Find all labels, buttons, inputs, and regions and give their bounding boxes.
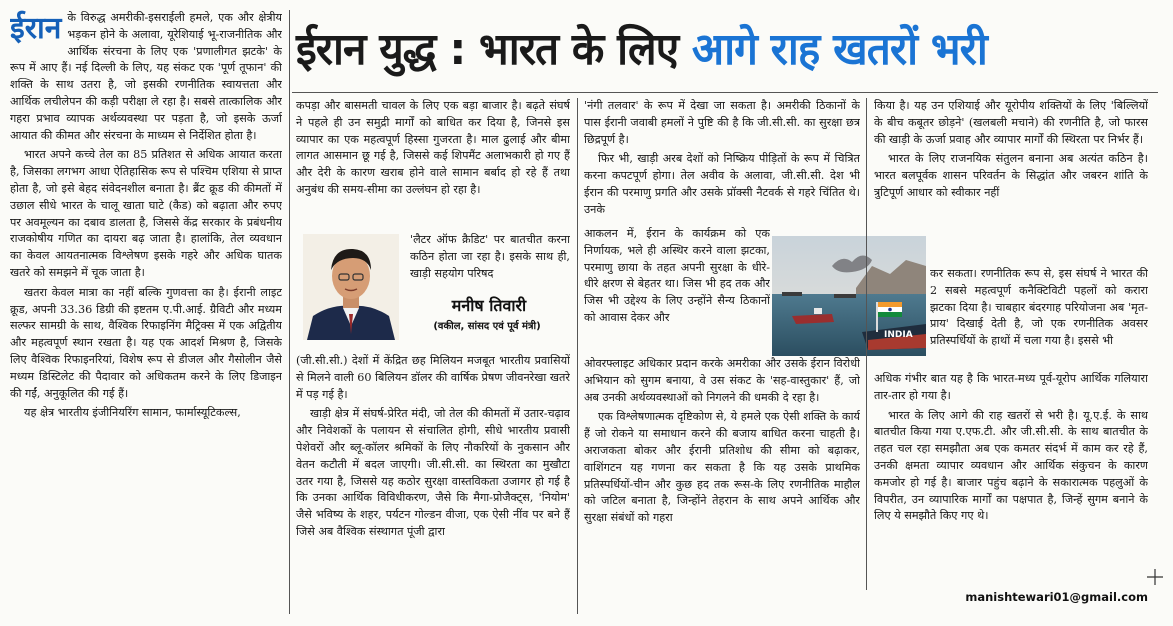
headline xyxy=(296,14,1122,86)
paragraph: किया है। यह उन एशियाई और यूरोपीय शक्तियों के लिए 'बिल्लियों के बीच कबूतर छोड़ने' (खलबली मचाने) की रणनीति है, जो फारस की खाड़ी के ऊर्जा प्रवाह और व्यापार मार्गों की स्थिरता पर निर्भर हैं। xyxy=(874,99,1148,146)
column-divider xyxy=(577,98,578,614)
paragraph: खाड़ी क्षेत्र में संघर्ष-प्रेरित मंदी, जो तेल की कीमतों में उतार-चढ़ाव और निवेशकों के पलायन से संचालित होगी, सीधे भारतीय प्रवासी पेशेवरों और ब्लू-कॉलर श्रमिकों के लिए नौकरियों के नुकसान और वेतन कटौती में बदल जाएगी। जी.सी.सी. का स्थिरता का मुखौटा उतर गया है, जिससे यह कठोर सुरक्षा वास्तविकता उजागर हो गई है कि उनका आर्थिक विविधीकरण, जैसे कि मैगा-प्रोजैक्ट्स, 'नियोम' जैसे भविष्य के शहर, पर्यटन गोल्डन वीजा, एक ऐसी नींव पर बने हैं जिसे अब वैश्विक संस्थागत पूंजी द्वारा xyxy=(296,407,570,538)
paragraph: आकलन में, ईरान के कार्यक्रम को एक निर्णायक, भले ही अस्थिर करने वाला झटका, परमाणु छाया के तहत अपनी सुरक्षा के धीरे-धीरे क्षरण से बेहतर था। जिस भी हद तक और जिस भी उद्देश्य के लिए उन्होंने सैन्य ठिकानों को आवास देकर और xyxy=(584,227,770,324)
paragraph: अधिक गंभीर बात यह है कि भारत-मध्य पूर्व-यूरोप आर्थिक गलियारा तार-तार हो गया है। xyxy=(874,372,1148,402)
column-divider xyxy=(289,10,290,614)
dropcap: ईरान xyxy=(10,11,62,46)
paragraph: भारत के लिए आगे की राह खतरों से भरी है। यू.ए.ई. के साथ बातचीत किया गया ए.एफ.टी. और जी.सी.सी. के साथ बातचीत के तहत चल रहा समझौता अब एक कमतर संदर्भ में काम कर रहे हैं, उनकी क्षमता व्यापार व्यवधान और आर्थिक संकुचन के कारण कमजोर हो गई है। बाजार पहुंच बढ़ाने के सकारात्मक पहलुओं के विपरीत, उन व्यापारिक मार्गों का पक्षपात है, जिन्हें सुगम बनाने के लिए ये समझौते किए गए थे। xyxy=(874,408,1148,523)
paragraph xyxy=(10,10,282,144)
paragraph: भारत के लिए राजनयिक संतुलन बनाना अब अत्यंत कठिन है। भारत बलपूर्वक शासन परिवर्तन के सिद्धांत और जबरन शांति के त्रुटिपूर्ण आधार को स्वीकार नहीं xyxy=(874,152,1148,199)
paragraph: एक विश्लेषणात्मक दृष्टिकोण से, ये हमले एक ऐसी शक्ति के कार्य हैं जो रोकने या समाधान करने की बजाय बाधित करना चाहती है। अराजकता बोकर और ईरानी प्रतिशोध की सीमा को बढ़ाकर, वाशिंगटन यह गणना कर सकता है कि यह उसके प्राथमिक प्रतिस्पर्धियों-चीन और कुछ हद तक रूस-के लिए रणनीतिक माहौल को जटिल बनाता है, जिन्होंने तेहरान के साथ अपने आर्थिक और सुरक्षा संबंधों को गहरा xyxy=(584,410,860,525)
author-name: मनीष तिवारी xyxy=(451,296,527,315)
author-role: (वकील, सांसद एवं पूर्व मंत्री) xyxy=(433,321,541,332)
ship-label: INDIA xyxy=(884,330,913,340)
paragraph: 'नंगी तलवार' के रूप में देखा जा सकता है। अमरीकी ठिकानों के पास ईरानी जवाबी हमलों ने पुष्टि की है कि जी.सी.सी. का सुरक्षा छत्र छिद्रपूर्ण है। xyxy=(584,99,860,146)
paragraph: यह क्षेत्र भारतीय इंजीनियरिंग सामान, फार्मास्यूटिकल्स, xyxy=(24,406,241,420)
paragraph: 'लैटर ऑफ क्रैडिट' पर बातचीत करना कठिन होता जा रहा है। इसके साथ ही, खाड़ी सहयोग परिषद xyxy=(410,233,570,280)
paragraph: फिर भी, खाड़ी अरब देशों को निष्क्रिय पीड़ितों के रूप में चित्रित करना कपटपूर्ण होगा। तेल अवीव के अलावा, जी.सी.सी. देश भी ईरान की परमाणु प्रगति और उसके प्रॉक्सी नैटवर्क से गहरे चिंतित थे। उनके xyxy=(584,152,860,216)
article-column-2-continued xyxy=(296,353,570,611)
author-portrait xyxy=(303,234,399,340)
author-email[interactable]: manishtewari01@gmail.com xyxy=(965,590,1148,604)
author-portrait-image xyxy=(303,234,399,340)
paragraph: कर सकता। रणनीतिक रूप से, इस संघर्ष ने भारत की 2 सबसे महत्वपूर्ण कनैक्टिविटी पहलों को करारा झटका दिया है। चाबहार बंदरगाह परियोजना अब 'मृत-प्राय' दिखाई देती है, जो एक रणनीतिक अवसर प्रतिस्पर्धियों के हाथों में चला गया है। इससे भी xyxy=(930,267,1148,348)
article-column-4-wrap xyxy=(930,266,1148,371)
article-column-3-wrap xyxy=(584,226,770,356)
paragraph: भारत अपने कच्चे तेल का 85 प्रतिशत से अधिक आयात करता है, जिसका लगभग आधा ऐतिहासिक रूप से पश्चिम एशिया से प्राप्त होता है, जो इसे बेहद संवेदनशील बनाता है। ब्रैंट क्रूड की कीमतों में उछाल सीधे भारत के चालू खाता घाटे (कैड) को बढ़ाता और रुपए पर अवमूल्यन का दबाव डालता है, जिससे केंद्र सरकार के प्रबंधनीय राजकोषीय गणित का दायरा बढ़ जाता है। हालांकि, तेल व्यवधान का केवल आयतनात्मक विश्लेषण इसके गहरे और अधिक घातक खतरे को समझने में चूक जाता है। xyxy=(10,148,282,279)
paragraph: कपड़ा और बासमती चावल के लिए एक बड़ा बाजार है। बढ़ते संघर्ष ने पहले ही उन समुद्री मार्गों को बाधित कर दिया है, जिनसे इस व्यापार का एक महत्वपूर्ण हिस्सा गुजरता है। माल ढुलाई और बीमा लागत आसमान छू गई है, जिससे कई शिपमैंट अलाभकारी हो गए हैं और देरी के कारण खराब होने वाले सामान बर्बाद हो रहे हैं तथा अनुबंध की समय-सीमा का उल्लंघन हो रहा है। xyxy=(296,99,570,196)
paragraph: खतरा केवल मात्रा का नहीं बल्कि गुणवत्ता का है। ईरानी लाइट क्रूड, अपनी 33.36 डिग्री की इष्टतम ए.पी.आई. ग्रैविटी और मध्यम सल्फर सामग्री के साथ, वैश्विक रिफाइनिंग मैट्रिक्स में एक अद्वितीय और महत्वपूर्ण स्थान रखता है। यह एक आदर्श मिश्रण है, जिसके लिए वैश्विक रिफाइनरियां, विशेष रूप से डीजल और गैसोलीन जैसे मध्यम डिस्टिलेट की पैदावार को अधिकतम करने के लिए डिजाइन की गईं, अनुकूलित की गई हैं। xyxy=(10,285,282,400)
article-column-2 xyxy=(296,98,570,233)
paragraph: (जी.सी.सी.) देशों में केंद्रित छह मिलियन मजबूत भारतीय प्रवासियों से मिलने वाली 60 बिलियन डॉलर की वार्षिक प्रेषण जीवनरेखा खतरे में पड़ गई है। xyxy=(296,354,570,401)
headline-divider xyxy=(292,92,1158,93)
headline-part-2: आगे राह खतरों भरी xyxy=(691,24,987,75)
paragraph-text: के विरुद्ध अमरीकी-इसराईली हमले, एक और क्षेत्रीय भड़कन होने के अलावा, यूरेशियाई भू-राजनीतिक और आर्थिक संरचना के लिए एक 'प्रणालीगत झटके' के रूप में आए हैं। नई दिल्ली के लिए, यह संकट एक 'पूर्ण तूफान' की शक्ति के साथ उतरा है, जो इसकी रणनीतिक स्वायत्तता और आर्थिक लचीलेपन की कड़ी परीक्षा ले रहा है। सबसे तात्कालिक और गहरा प्रभाव व्यापक अर्थव्यवस्था पर पड़ता है, जो इसके ऊर्जा आयात की कीमत और संरचना के माध्यम से निर्देशित होता है। xyxy=(10,11,282,142)
crosshair-icon xyxy=(1146,568,1164,586)
paragraph: ओवरफ्लाइट अधिकार प्रदान करके अमरीका और उसके ईरान विरोधी अभियान को सुगम बनाया, वे उस संकट के 'सह-वास्तुकार' हैं, जो अब उनकी अर्थव्यवस्थाओं को निगलने की धमकी दे रहा है। xyxy=(584,357,860,404)
article-column-3 xyxy=(584,98,860,226)
article-column-1 xyxy=(10,10,282,614)
article-column-4 xyxy=(874,98,1148,267)
author-box xyxy=(303,234,569,351)
article-column-3-continued xyxy=(584,356,860,611)
headline-part-1: ईरान युद्ध : भारत के लिए xyxy=(296,24,679,75)
article-column-4-continued xyxy=(874,371,1148,586)
column-divider xyxy=(866,98,867,590)
